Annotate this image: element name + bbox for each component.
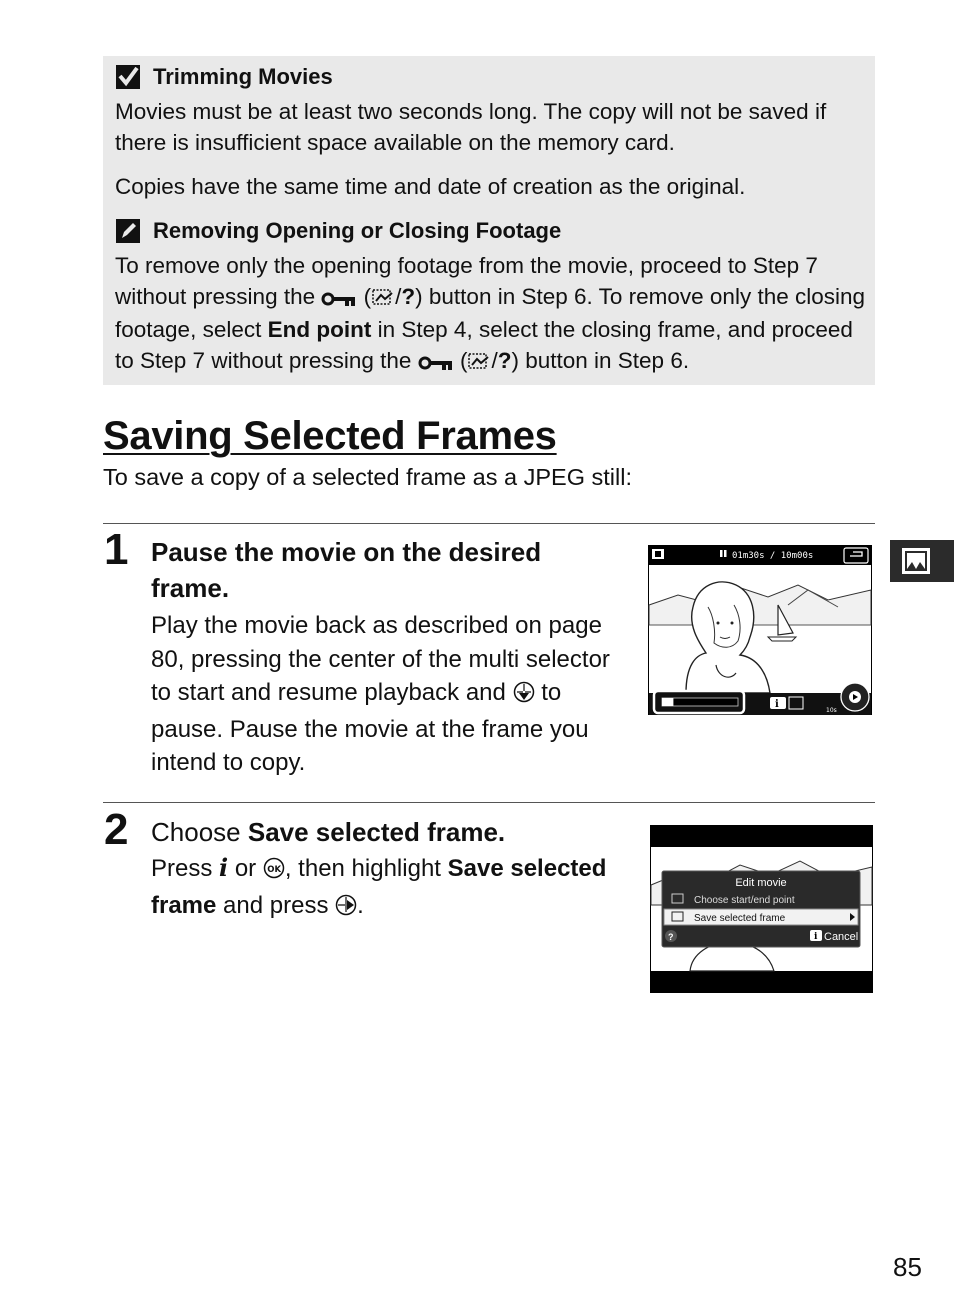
step1-divider <box>103 523 875 524</box>
svg-text:OK: OK <box>267 865 281 875</box>
help-question-icon: ? <box>401 283 416 309</box>
menu-title: Edit movie <box>735 877 787 889</box>
timecode-text: 01m30s / 10m00s <box>732 551 814 561</box>
caution-check-icon <box>115 64 143 90</box>
thumbnail-icon <box>467 349 491 380</box>
multi-selector-down-icon <box>513 679 535 713</box>
svg-text:i: i <box>775 699 779 710</box>
cancel-label: Cancel <box>824 931 859 943</box>
ok-button-icon <box>263 855 285 889</box>
chapter-tab <box>890 540 954 582</box>
svg-text:?: ? <box>668 932 674 942</box>
note-box <box>103 56 875 385</box>
i-button-icon: i <box>219 853 229 882</box>
step2-body: Press i or OK , then highlight Save selected frame and press . <box>151 851 631 925</box>
step2-number: 2 <box>104 805 129 854</box>
step1-title: Pause the movie on the desired frame. <box>151 537 542 603</box>
note-removing-paragraph: To remove only the opening footage from the movie, proceed to Step 7 without pressing the ( /?) button in Step 6. To remove only the closing footage, select End point in Step 4, select the closing frame, and proceed to Step 7 without pressing the ( /?) button in Step 6. <box>115 251 867 379</box>
svg-text:Save selected frame: Save selected frame <box>694 913 786 924</box>
step1-number: 1 <box>104 525 129 574</box>
protect-key-icon <box>321 285 357 316</box>
protect-key-icon <box>418 349 454 380</box>
help-question-icon: ? <box>497 347 512 373</box>
thumbnail-icon <box>371 285 395 316</box>
svg-text:Choose start/end point: Choose start/end point <box>694 895 795 906</box>
svg-text:i: i <box>814 932 818 942</box>
pencil-note-icon <box>115 218 143 244</box>
step2-title: Choose Save selected frame. <box>151 817 506 847</box>
section-intro: To save a copy of a selected frame as a JPEG still: <box>103 464 632 490</box>
edit-movie-menu-screen <box>650 825 873 993</box>
movie-chapter-icon <box>890 540 954 582</box>
svg-text:10s: 10s <box>826 707 837 714</box>
page-number: 85 <box>893 1252 922 1282</box>
step2-divider <box>103 802 875 803</box>
progress-bar-fill <box>662 698 673 706</box>
note-title-trimming: Trimming Movies <box>115 64 333 90</box>
section-title: Saving Selected Frames <box>103 414 557 458</box>
multi-selector-right-icon <box>335 892 357 926</box>
note-trimming-paragraph-2: Copies have the same time and date of creation as the original. <box>115 174 746 199</box>
note-title-removing: Removing Opening or Closing Footage <box>115 218 561 244</box>
note-trimming-paragraph-1: Movies must be at least two seconds long. The copy will not be saved if there is insufficient space available on the memory card. <box>115 99 827 155</box>
step1-body: Play the movie back as described on page 80, pressing the center of the multi selector to start and resume playback and to pause. Pause the movie at the frame you intend to copy. <box>151 612 610 776</box>
movie-playback-screen <box>648 545 872 715</box>
